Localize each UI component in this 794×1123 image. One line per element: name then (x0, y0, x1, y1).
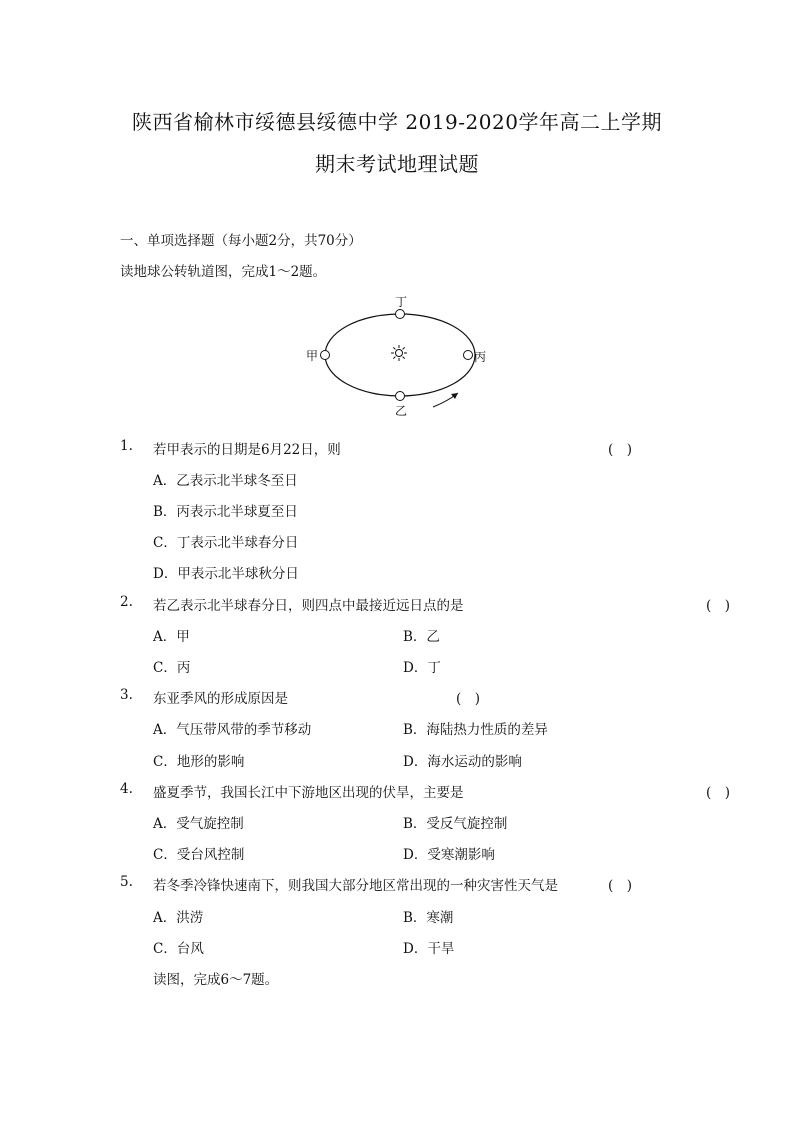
label-yi: 乙 (395, 404, 408, 418)
question-stem: 若冬季冷锋快速南下，则我国大部分地区常出现的一种灾害性天气是 (153, 878, 558, 894)
section-intro-2: 读图，完成6～7题。 (153, 972, 279, 988)
option-a: A．乙表示北半球冬至日 (153, 473, 298, 489)
option-a: A．受气旋控制 (153, 816, 244, 832)
option-c: C．台风 (153, 941, 204, 957)
answer-blank: ( ) (456, 691, 481, 707)
question-stem: 若乙表示北半球春分日，则四点中最接近远日点的是 (153, 598, 464, 614)
option-d: D．海水运动的影响 (403, 754, 522, 770)
point-yi (396, 392, 405, 401)
question-number: 4. (120, 781, 133, 797)
label-ding: 丁 (395, 295, 408, 309)
option-b: B．寒潮 (403, 910, 454, 926)
sun-icon (391, 345, 407, 361)
orbit-direction-arrow-icon (433, 393, 458, 407)
question-stem: 若甲表示的日期是6月22日，则 (153, 442, 341, 458)
option-b: B．受反气旋控制 (403, 816, 508, 832)
question-number: 1. (120, 438, 133, 454)
option-b: B．乙 (403, 629, 440, 645)
option-c: C．受台风控制 (153, 847, 245, 863)
point-ding (396, 310, 405, 319)
option-a: A．气压带风带的季节移动 (153, 722, 312, 738)
page-title: 陕西省榆林市绥德县绥德中学 2019-2020学年高二上学期 (132, 110, 662, 134)
label-bing: 丙 (474, 350, 487, 364)
option-a: A．甲 (153, 629, 190, 645)
option-d: D．干旱 (403, 941, 455, 957)
option-c: C．丁表示北半球春分日 (153, 535, 299, 551)
page-subtitle: 期末考试地理试题 (315, 152, 479, 176)
question-number: 3. (120, 687, 133, 703)
question-stem: 东亚季风的形成原因是 (153, 691, 288, 707)
option-a: A．洪涝 (153, 910, 204, 926)
option-c: C．丙 (153, 660, 191, 676)
option-c: C．地形的影响 (153, 754, 245, 770)
question-number: 2. (120, 594, 133, 610)
option-d: D．受寒潮影响 (403, 847, 495, 863)
answer-blank: ( ) (608, 878, 633, 894)
option-d: D．丁 (403, 660, 441, 676)
section-intro: 读地球公转轨道图，完成1～2题。 (120, 264, 327, 280)
answer-blank: ( ) (608, 442, 633, 458)
label-jia: 甲 (306, 349, 319, 363)
point-jia (321, 351, 330, 360)
answer-blank: ( ) (706, 598, 731, 614)
option-b: B．海陆热力性质的差异 (403, 722, 548, 738)
question-number: 5. (120, 874, 133, 890)
question-stem: 盛夏季节，我国长江中下游地区出现的伏旱，主要是 (153, 785, 464, 801)
point-bing (464, 351, 473, 360)
answer-blank: ( ) (706, 785, 731, 801)
option-d: D．甲表示北半球秋分日 (153, 566, 299, 582)
section-heading: 一、单项选择题（每小题2分，共70分） (120, 233, 362, 249)
option-b: B．丙表示北半球夏至日 (153, 504, 298, 520)
orbit-diagram (300, 290, 500, 420)
